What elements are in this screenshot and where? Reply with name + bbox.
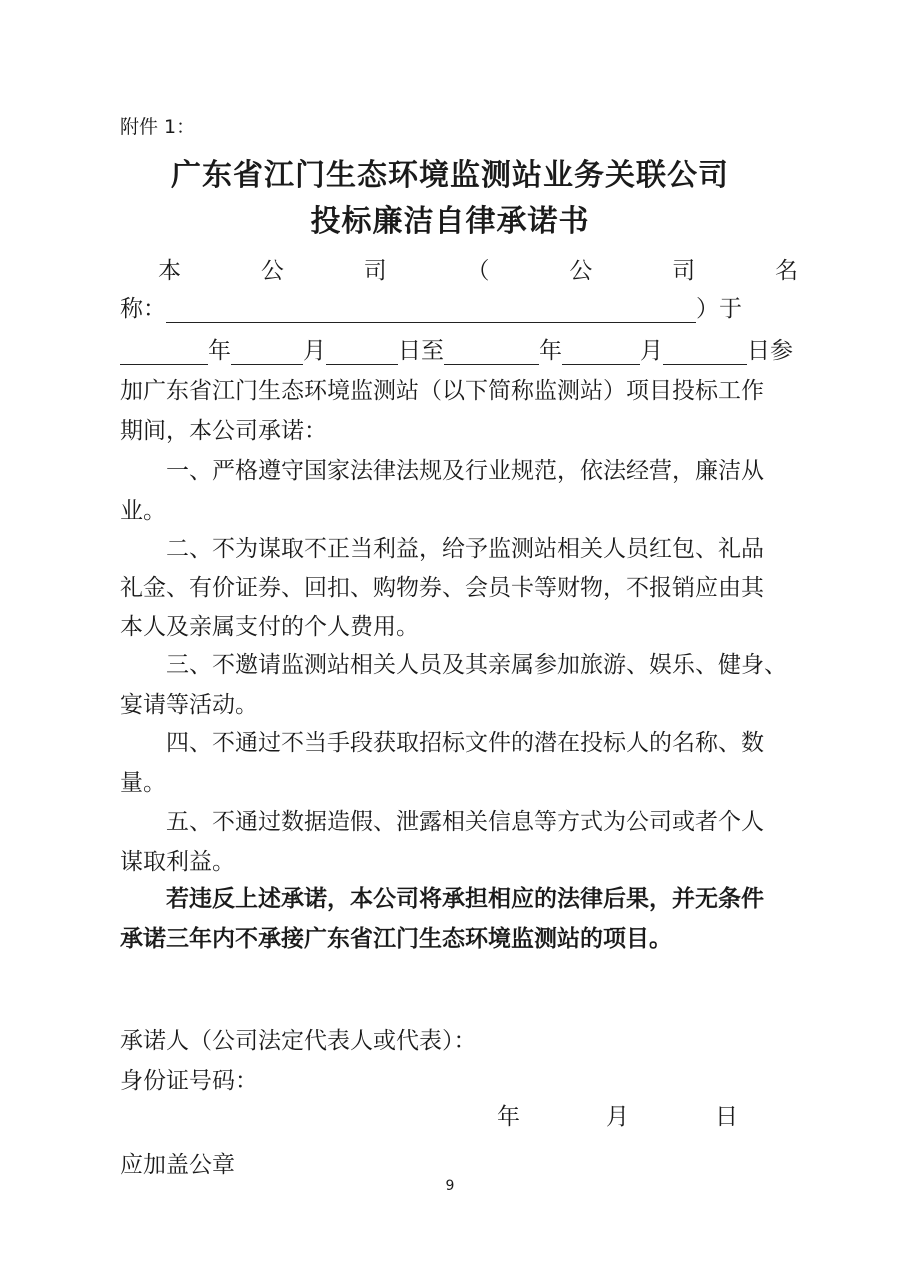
start-year-blank[interactable]	[120, 342, 208, 365]
intro-line-1	[158, 252, 798, 285]
promisor-label: 承诺人（公司法定代表人或代表）：	[120, 1028, 477, 1054]
intro-char: 公	[260, 258, 284, 284]
item-3-line-2: 宴请等活动。	[120, 692, 258, 718]
item-3-line-1: 三、不邀请监测站相关人员及其亲属参加旅游、娱乐、健身、	[166, 652, 787, 678]
intro-line-5: 期间，本公司承诺：	[120, 418, 327, 444]
item-4-line-2: 量。	[120, 770, 166, 796]
day-to-label: 日至	[398, 338, 444, 364]
intro-char: 公	[569, 258, 593, 284]
company-name-blank[interactable]	[166, 300, 696, 323]
signature-date	[497, 1098, 738, 1131]
year-label-2: 年	[539, 338, 562, 364]
end-month-blank[interactable]	[562, 342, 640, 365]
intro-char: 本	[158, 258, 181, 284]
day-join-label: 日参	[747, 338, 793, 364]
penalty-line-1: 若违反上述承诺，本公司将承担相应的法律后果，并无条件	[166, 885, 764, 912]
start-day-blank[interactable]	[326, 342, 398, 365]
month-label: 月	[303, 338, 326, 364]
intro-char: 司	[672, 258, 696, 284]
sig-year: 年	[497, 1104, 520, 1130]
name-suffix: ）于	[696, 296, 742, 322]
item-2-line-3: 本人及亲属支付的个人费用。	[120, 614, 419, 640]
sig-day: 日	[715, 1104, 738, 1130]
end-year-blank[interactable]	[444, 342, 539, 365]
start-month-blank[interactable]	[231, 342, 303, 365]
page-number: 9	[445, 1178, 455, 1194]
id-number-label: 身份证号码：	[120, 1068, 258, 1094]
name-prefix: 称：	[120, 296, 166, 322]
item-5-line-1: 五、不通过数据造假、泄露相关信息等方式为公司或者个人	[166, 809, 764, 835]
intro-line-3	[120, 332, 793, 365]
item-4-line-1: 四、不通过不当手段获取招标文件的潜在投标人的名称、数	[166, 730, 764, 756]
title-line-1: 广东省江门生态环境监测站业务关联公司	[171, 158, 729, 193]
attachment-label: 附件 1：	[120, 116, 196, 138]
penalty-line-2: 承诺三年内不承接广东省江门生态环境监测站的项目。	[120, 925, 672, 952]
item-5-line-2: 谋取利益。	[120, 849, 235, 875]
intro-char: （	[466, 258, 490, 284]
intro-line-4: 加广东省江门生态环境监测站（以下简称监测站）项目投标工作	[120, 378, 764, 404]
end-day-blank[interactable]	[663, 342, 747, 365]
item-2-line-1: 二、不为谋取不正当利益，给予监测站相关人员红包、礼品	[166, 536, 764, 562]
item-1-line-2: 业。	[120, 498, 166, 524]
year-label: 年	[208, 338, 231, 364]
sig-month: 月	[606, 1104, 629, 1130]
title-line-2: 投标廉洁自律承诺书	[310, 204, 590, 239]
month-label-2: 月	[640, 338, 663, 364]
item-2-line-2: 礼金、有价证券、回扣、购物券、会员卡等财物，不报销应由其	[120, 575, 764, 601]
intro-char: 名	[774, 258, 798, 284]
intro-line-2	[120, 290, 742, 323]
intro-char: 司	[363, 258, 387, 284]
seal-note: 应加盖公章	[120, 1152, 235, 1178]
item-1-line-1: 一、严格遵守国家法律法规及行业规范，依法经营，廉洁从	[166, 458, 764, 484]
